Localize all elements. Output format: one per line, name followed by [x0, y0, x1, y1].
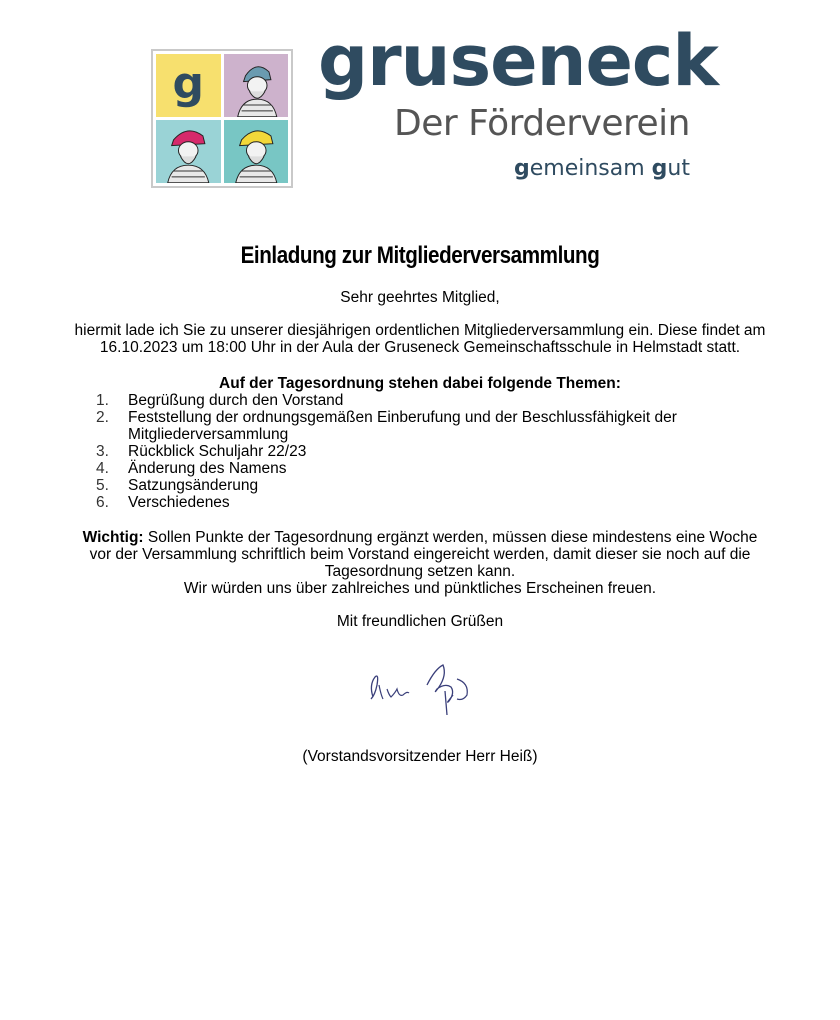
agenda-item-text: Feststellung der ordnungsgemäßen Einberufung und der Beschlussfähigkeit der Mitgliederversammlung — [128, 409, 677, 443]
motto-initial-2: g — [651, 156, 668, 181]
agenda-heading: Auf der Tagesordnung stehen dabei folgende Themen: — [219, 375, 621, 392]
logo-tile-figure-blue — [224, 54, 289, 117]
agenda-item-number: 6. — [96, 494, 109, 511]
letter-title: Einladung zur Mitgliederversammlung — [240, 242, 600, 269]
agenda-item — [96, 443, 696, 460]
logo-tile-figure-yellow — [224, 120, 289, 183]
agenda-item-text: Begrüßung durch den Vorstand — [128, 392, 344, 409]
knight-figure-icon — [224, 120, 289, 183]
agenda-item-number: 3. — [96, 443, 109, 460]
logo-letter: g — [172, 58, 204, 109]
agenda-list — [96, 392, 696, 511]
greeting: Mit freundlichen Grüßen — [336, 613, 504, 630]
agenda-item-number: 4. — [96, 460, 109, 477]
brand-name: gruseneck — [318, 20, 718, 102]
salutation: Sehr geehrtes Mitglied, — [340, 289, 500, 306]
brand-subtitle: Der Förderverein — [394, 103, 690, 144]
agenda-item-text: Satzungsänderung — [128, 477, 259, 494]
agenda-item — [96, 460, 696, 477]
important-text: Sollen Punkte der Tagesordnung ergänzt werden, müssen diese mindestens eine Woche vor der Versammlung schriftlich beim Vorstand eingereicht werden, damit dieser sie noch auf die Tagesordnung setzen kann. — [89, 529, 758, 580]
important-notice — [70, 529, 770, 597]
knight-figure-icon — [156, 120, 221, 183]
brand-motto — [318, 158, 690, 180]
agenda-item — [96, 477, 696, 494]
motto-word-1: emeinsam — [529, 156, 652, 181]
important-label: Wichtig: — [82, 529, 144, 546]
logo-tile-figure-red — [156, 120, 221, 183]
knight-figure-icon — [224, 54, 289, 117]
agenda-item-number: 5. — [96, 477, 109, 494]
signer-name: (Vorstandsvorsitzender Herr Heiß) — [302, 748, 538, 765]
signature-icon — [365, 655, 480, 720]
agenda-item — [96, 494, 696, 511]
agenda-item — [96, 392, 696, 409]
agenda-item-text: Rückblick Schuljahr 22/23 — [128, 443, 307, 460]
logo-tiles — [151, 49, 293, 188]
agenda-item-number: 2. — [96, 409, 109, 426]
motto-word-2: ut — [667, 156, 690, 181]
agenda-item-number: 1. — [96, 392, 109, 409]
closing-note: Wir würden uns über zahlreiches und pünktliches Erscheinen freuen. — [183, 580, 657, 597]
agenda-item-text: Änderung des Namens — [128, 460, 287, 477]
logo-tile-letter — [156, 54, 221, 117]
intro-paragraph: hiermit lade ich Sie zu unserer diesjährigen ordentlichen Mitgliederversammlung ein. Diese findet am 16.10.2023 um 18:00 Uhr in der Aula der Gruseneck Gemeinschaftsschule in Helmstadt statt. — [74, 322, 766, 356]
agenda-item-text: Verschiedenes — [128, 494, 230, 511]
agenda-item — [96, 409, 696, 443]
motto-initial: g — [513, 156, 530, 181]
